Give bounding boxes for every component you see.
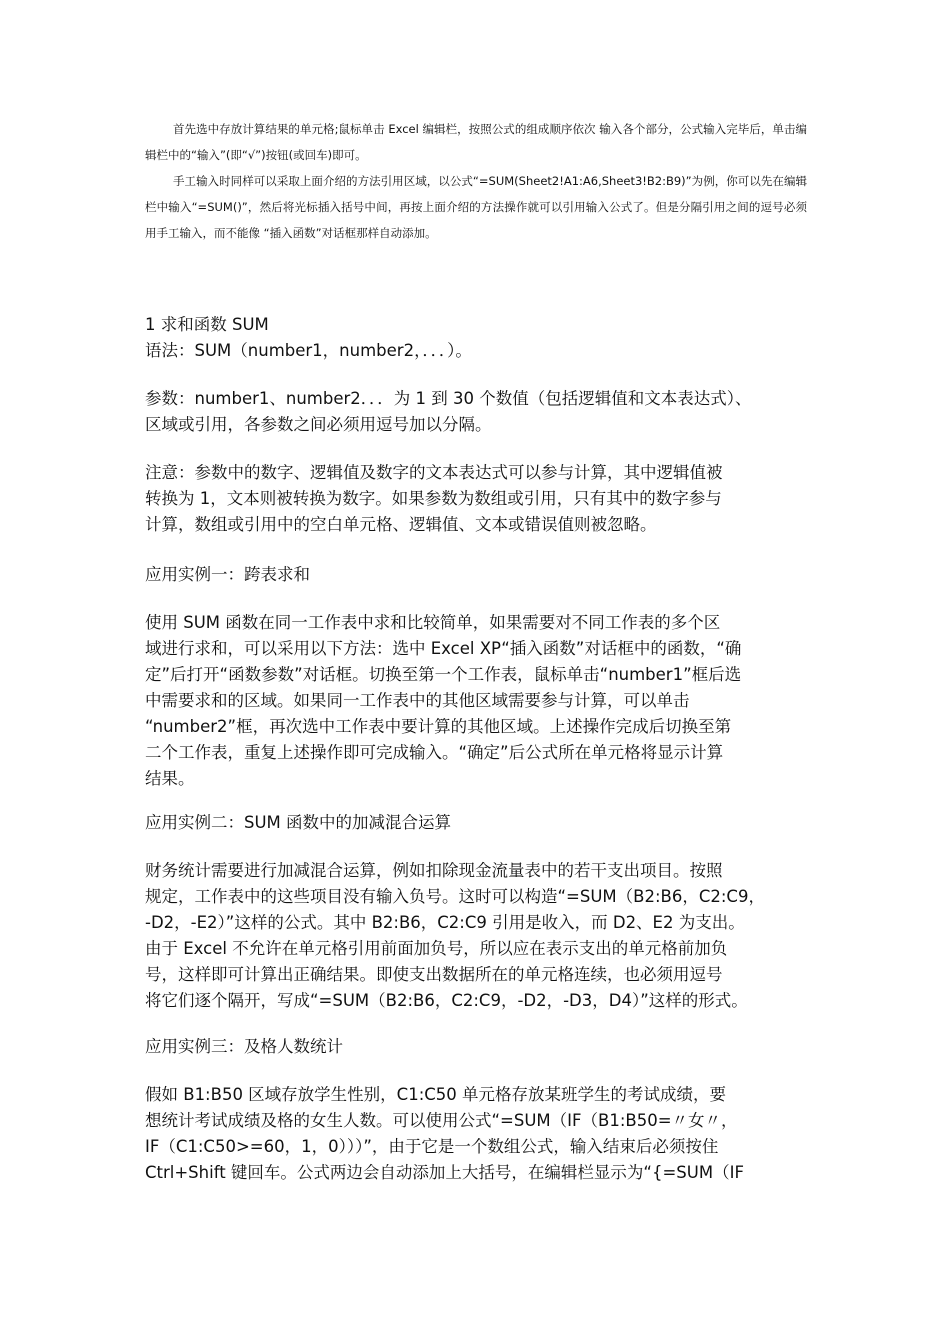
note-line: 转换为 1，文本则被转换为数字。如果参数为数组或引用，只有其中的数字参与 (145, 489, 722, 508)
example2-line: 财务统计需要进行加减混合运算，例如扣除现金流量表中的若干支出项目。按照 (145, 861, 723, 880)
example1-paragraph (145, 610, 811, 792)
note-paragraph (145, 460, 811, 538)
example1-line: 域进行求和，可以采用以下方法：选中 Excel XP“插入函数”对话框中的函数，“确 (145, 639, 742, 658)
example1-line: 结果。 (145, 769, 195, 788)
params-line: 区域或引用，各参数之间必须用逗号加以分隔。 (145, 415, 492, 434)
example3-line: 想统计考试成绩及格的女生人数。可以使用公式“=SUM（IF（B1:B50=〃女〃， (145, 1111, 738, 1130)
example1-line: 使用 SUM 函数在同一工作表中求和比较简单，如果需要对不同工作表的多个区 (145, 613, 721, 632)
example2-line: 将它们逐个隔开，写成“=SUM（B2:B6，C2:C9，-D2，-D3，D4）”这样的形式。 (145, 991, 748, 1010)
intro-paragraph-2: 手工输入时同样可以采取上面介绍的方法引用区域，以公式“=SUM(Sheet2!A1:A6,Sheet3!B2:B9)”为例，你可以先在编辑栏中输入“=SUM()”，然后将光标插入括号中间，再按上面介绍的方法操作就可以引用输入公式了。但是分隔引用之间的逗号必须用手工输入，而不能像 “插入函数”对话框那样自动添加。 (145, 174, 807, 240)
example1-line: 中需要求和的区域。如果同一工作表中的其他区域需要参与计算，可以单击 (145, 691, 690, 710)
example3-line: 假如 B1:B50 区域存放学生性别，C1:C50 单元格存放某班学生的考试成绩，要 (145, 1085, 727, 1104)
example1-heading: 应用实例一：跨表求和 (145, 565, 310, 584)
syntax-line: 语法：SUM（number1，number2，．．．）。 (145, 341, 472, 360)
example2-line: 规定，工作表中的这些项目没有输入负号。这时可以构造“=SUM（B2:B6，C2:C9， (145, 887, 765, 906)
note-line: 注意：参数中的数字、逻辑值及数字的文本表达式可以参与计算，其中逻辑值被 (145, 463, 723, 482)
example2-paragraph (145, 858, 811, 1014)
example2-line: -D2，-E2）”这样的公式。其中 B2:B6，C2:C9 引用是收入，而 D2、E2 为支出。 (145, 913, 745, 932)
example2-line: 号，这样即可计算出正确结果。即使支出数据所在的单元格连续，也必须用逗号 (145, 965, 723, 984)
example2-heading: 应用实例二：SUM 函数中的加减混合运算 (145, 813, 452, 832)
note-line: 计算，数组或引用中的空白单元格、逻辑值、文本或错误值则被忽略。 (145, 515, 657, 534)
example3-line: IF（C1:C50>=60，1，0）））”，由于它是一个数组公式，输入结束后必须按住 (145, 1137, 719, 1156)
example1-line: 二个工作表，重复上述操作即可完成输入。“确定”后公式所在单元格将显示计算 (145, 743, 724, 762)
example2-line: 由于 Excel 不允许在单元格引用前面加负号，所以应在表示支出的单元格前加负 (145, 939, 728, 958)
section-title: 1 求和函数 SUM (145, 315, 269, 334)
intro-paragraph-1: 首先选中存放计算结果的单元格;鼠标单击 Excel 编辑栏，按照公式的组成顺序依次 输入各个部分，公式输入完毕后，单击编辑栏中的“输入”(即“√”)按钮(或回车)即可。 (145, 122, 807, 162)
section-heading-block (145, 312, 811, 364)
params-paragraph (145, 386, 811, 438)
example3-line: Ctrl+Shift 键回车。公式两边会自动添加上大括号，在编辑栏显示为“{=SUM（IF (145, 1163, 744, 1182)
example3-heading: 应用实例三：及格人数统计 (145, 1037, 343, 1056)
params-line: 参数：number1、number2．．．为 1 到 30 个数值（包括逻辑值和文本表达式）、 (145, 389, 752, 408)
example3-paragraph (145, 1082, 811, 1186)
example1-line: “number2”框，再次选中工作表中要计算的其他区域。上述操作完成后切换至第 (145, 717, 732, 736)
example1-line: 定”后打开“函数参数”对话框。切换至第一个工作表，鼠标单击“number1”框后选 (145, 665, 742, 684)
